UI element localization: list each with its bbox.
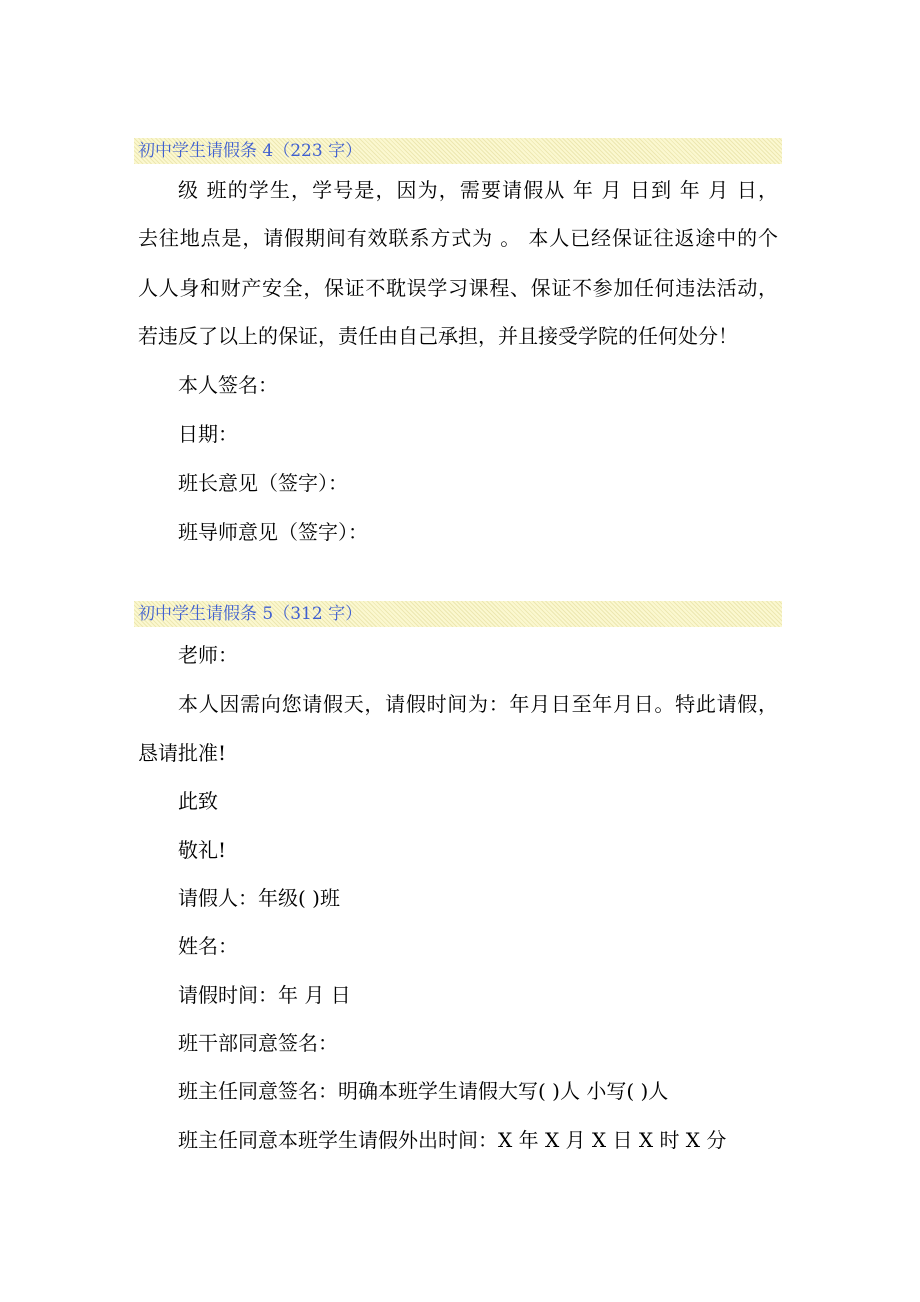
date-label: 日期： — [178, 422, 238, 446]
paragraph-line-2: 去往地点是，请假期间有效联系方式为 。 本人已经保证往返途中的个 — [138, 226, 778, 250]
cadre-sign-label: 班干部同意签名： — [178, 1031, 338, 1055]
section-4-heading: 初中学生请假条 4（223 字） — [134, 138, 782, 164]
salutation: 老师： — [178, 643, 238, 667]
closing-line-2: 敬礼! — [178, 838, 227, 862]
head-teacher-sign-line: 班主任同意签名：明确本班学生请假大写( )人 小写( )人 — [178, 1079, 669, 1103]
body-line-2: 恳请批准! — [138, 741, 227, 765]
paragraph-line-1: 级 班的学生，学号是，因为，需要请假从 年 月 日到 年 月 日， — [178, 178, 778, 202]
paragraph-line-3: 人人身和财产安全，保证不耽误学习课程、保证不参加任何违法活动， — [138, 276, 778, 300]
teacher-opinion-label: 班导师意见（签字）： — [178, 520, 368, 544]
name-label: 姓名： — [178, 934, 238, 958]
paragraph-line-4: 若违反了以上的保证，责任由自己承担，并且接受学院的任何处分！ — [138, 324, 738, 348]
leave-time-line: 请假时间：年 月 日 — [178, 983, 351, 1007]
section-5-heading: 初中学生请假条 5（312 字） — [134, 601, 782, 627]
applicant-line: 请假人：年级( )班 — [178, 886, 340, 910]
monitor-opinion-label: 班长意见（签字）： — [178, 471, 348, 495]
closing-line-1: 此致 — [178, 789, 218, 813]
head-teacher-time-line: 班主任同意本班学生请假外出时间：X 年 X 月 X 日 X 时 X 分 — [178, 1128, 727, 1152]
body-line-1: 本人因需向您请假天，请假时间为：年月日至年月日。特此请假， — [178, 692, 778, 716]
signature-label: 本人签名： — [178, 373, 278, 397]
